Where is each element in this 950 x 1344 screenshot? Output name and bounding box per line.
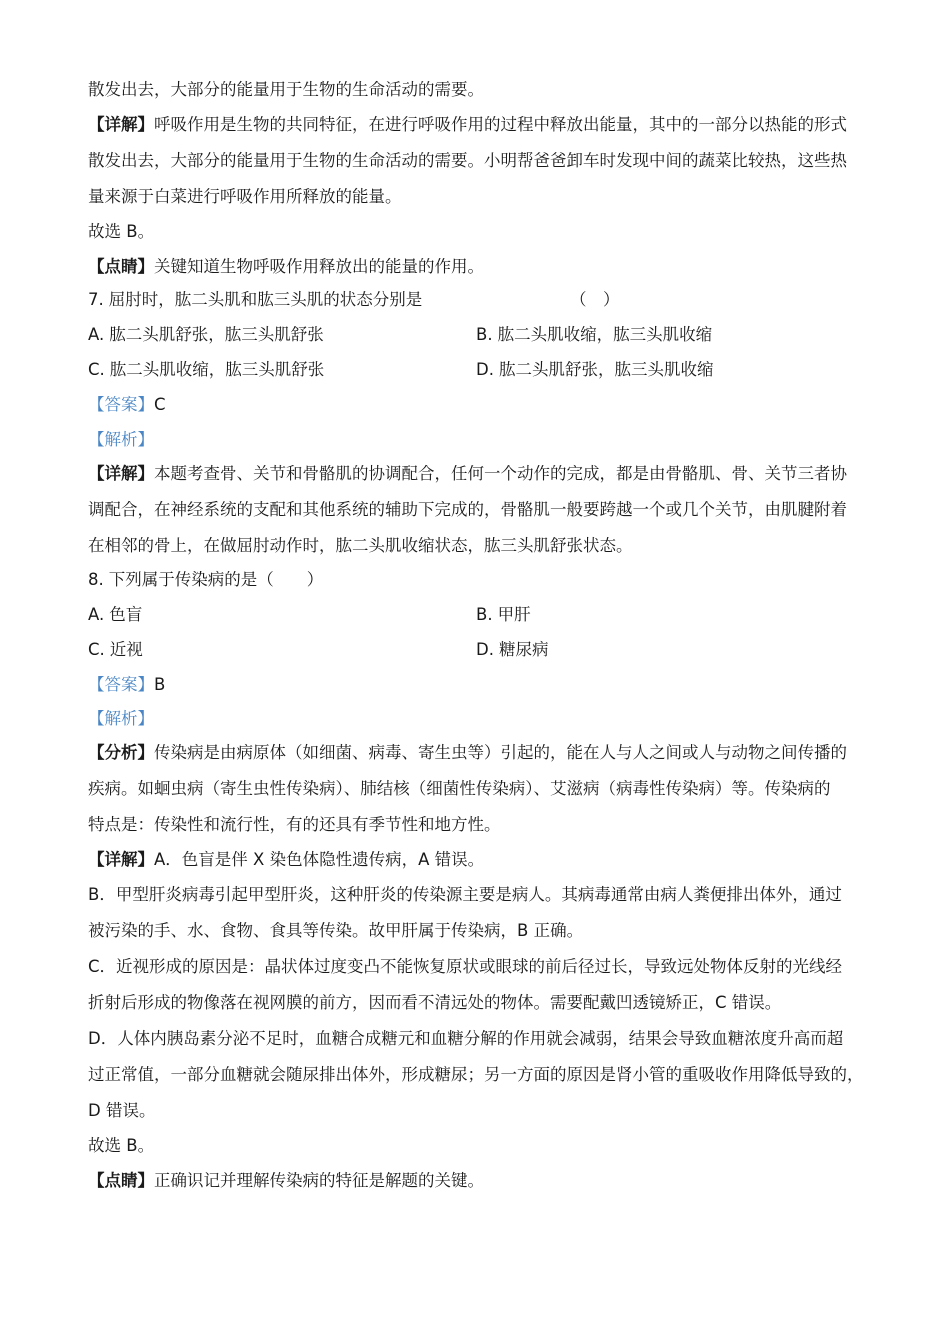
text: 量来源于白菜进行呼吸作用所释放的能量。 [88,187,402,206]
option-text: 甲肝 [497,605,531,624]
q8-answer [88,673,868,697]
detail-label: 【详解】 [88,115,154,134]
q8-detail-line [88,848,868,872]
q8-detail-line [88,919,868,943]
text: 呼吸作用是生物的共同特征，在进行呼吸作用的过程中释放出能量，其中的一部分以热能的形式 [154,115,847,134]
q8-option-d [476,638,866,662]
detail-label: 【详解】 [88,464,154,483]
option-letter: C. [88,640,105,659]
option-letter: D. [476,360,494,379]
q8-option-b [476,603,866,627]
option-letter: A. [88,605,105,624]
q8-analysis-line [88,777,868,801]
question-text: 下列属于传染病的是（ ） [108,570,324,589]
option-text: 糖尿病 [498,640,549,659]
q7-detail-line [88,534,868,558]
q7-option-c [88,358,468,382]
q8-analysis-line [88,813,868,837]
answer-value: B [154,675,166,694]
text: 传染病是由病原体（如细菌、病毒、寄生虫等）引起的，能在人与人之间或人与动物之间传播的 [154,743,847,762]
answer-label: 【答案】 [88,395,154,414]
option-text: 肱二头肌收缩，肱三头肌收缩 [497,325,713,344]
q7-detail-line [88,498,868,522]
option-letter: A. [88,325,105,344]
text: 疾病。如蛔虫病（寄生虫性传染病）、肺结核（细菌性传染病）、艾滋病（病毒性传染病）等。传染病的 [88,779,831,798]
text: 散发出去，大部分的能量用于生物的生命活动的需要。小明帮爸爸卸车时发现中间的蔬菜比较热，这些热 [88,151,847,170]
q8-detail-line [88,1027,868,1051]
text: 故选 B。 [88,222,155,241]
text: 故选 B。 [88,1136,155,1155]
text: D．人体内胰岛素分泌不足时，血糖合成糖元和血糖分解的作用就会减弱，结果会导致血糖浓度升高而超 [88,1029,844,1048]
tip-label: 【点睛】 [88,1171,154,1190]
q7-option-b [476,323,866,347]
q7-stem [88,288,868,312]
answer-blank: （ ） [570,290,620,309]
option-text: 肱二头肌舒张，肱三头肌舒张 [109,325,324,344]
tip-label: 【点睛】 [88,257,154,276]
q8-conclusion [88,1134,868,1158]
analysis-label: 【解析】 [88,709,154,728]
intro-detail-line [88,149,868,173]
q8-analysis-line [88,741,868,765]
option-text: 色盲 [109,605,143,624]
analysis-label: 【解析】 [88,430,154,449]
q8-detail-line [88,955,868,979]
q7-option-d [476,358,866,382]
question-number: 8. [88,570,104,589]
q8-option-c [88,638,468,662]
q7-answer [88,393,868,417]
answer-value: C [154,395,166,414]
q8-analysis-heading [88,707,868,731]
text: 折射后形成的物像落在视网膜的前方，因而看不清远处的物体。需要配戴凹透镜矫正，C 错误。 [88,993,782,1012]
q8-detail-line [88,1063,868,1087]
q8-tip [88,1169,868,1193]
intro-tip [88,255,868,279]
text: D 错误。 [88,1101,156,1120]
text: 被污染的手、水、食物、食具等传染。故甲肝属于传染病，B 正确。 [88,921,584,940]
q8-stem [88,568,868,592]
question-number: 7. [88,290,104,309]
text: 在相邻的骨上，在做屈肘动作时，肱二头肌收缩状态，肱三头肌舒张状态。 [88,536,633,555]
question-text: 屈肘时，肱二头肌和肱三头肌的状态分别是 [108,290,423,309]
option-letter: B. [476,605,493,624]
q8-detail-line [88,1099,868,1123]
q8-detail-line [88,883,868,907]
option-letter: D. [476,640,494,659]
text: 本题考查骨、关节和骨骼肌的协调配合，任何一个动作的完成，都是由骨骼肌、骨、关节三者协 [154,464,847,483]
text: 特点是：传染性和流行性，有的还具有季节性和地方性。 [88,815,501,834]
q8-detail-line [88,991,868,1015]
text: A．色盲是伴 X 染色体隐性遗传病，A 错误。 [154,850,485,869]
text: C．近视形成的原因是：晶状体过度变凸不能恢复原状或眼球的前后径过长，导致远处物体反射的光线经 [88,957,843,976]
text: 散发出去，大部分的能量用于生物的生命活动的需要。 [88,80,484,99]
q8-option-a [88,603,468,627]
option-letter: C. [88,360,105,379]
q7-option-a [88,323,468,347]
detail-label: 【详解】 [88,850,154,869]
analysis-sub-label: 【分析】 [88,743,154,762]
text: B．甲型肝炎病毒引起甲型肝炎，这种肝炎的传染源主要是病人。其病毒通常由病人粪便排出体外，通过 [88,885,842,904]
intro-continuation [88,78,868,102]
answer-label: 【答案】 [88,675,154,694]
q7-analysis-heading [88,428,868,452]
text: 关键知道生物呼吸作用释放出的能量的作用。 [154,257,484,276]
q7-detail-line [88,462,868,486]
text: 正确识记并理解传染病的特征是解题的关键。 [154,1171,484,1190]
text: 调配合，在神经系统的支配和其他系统的辅助下完成的，骨骼肌一般要跨越一个或几个关节，由肌腱附着 [88,500,847,519]
intro-detail-line [88,113,868,137]
text: 过正常值，一部分血糖就会随尿排出体外，形成糖尿；另一方面的原因是肾小管的重吸收作用降低导致的， [88,1065,864,1084]
intro-conclusion [88,220,868,244]
option-text: 肱二头肌收缩，肱三头肌舒张 [109,360,325,379]
option-letter: B. [476,325,493,344]
option-text: 肱二头肌舒张，肱三头肌收缩 [498,360,714,379]
intro-detail-line [88,185,868,209]
option-text: 近视 [109,640,143,659]
